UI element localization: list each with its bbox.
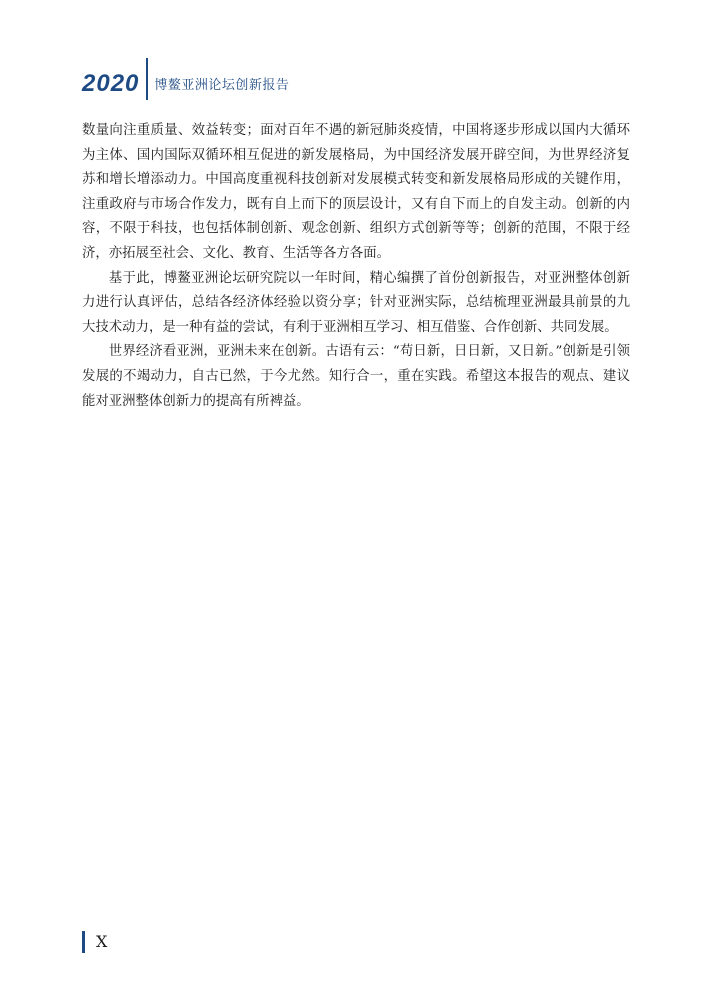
paragraph: 世界经济看亚洲，亚洲未来在创新。古语有云：“苟日新，日日新，又日新。”创新是引领发展的不竭动力，自古已然，于今尤然。知行合一，重在实践。希望这本报告的观点、建议能对亚洲整体创新力的提高有所裨益。: [82, 344, 630, 409]
report-title: 博鳌亚洲论坛创新报告: [154, 78, 290, 93]
footer-bar: [82, 931, 85, 953]
page-footer: [82, 931, 107, 953]
page-header: [82, 58, 289, 102]
paragraph: 基于此，博鳌亚洲论坛研究院以一年时间，精心编撰了首份创新报告，对亚洲整体创新力进行认真评估，总结各经济体经验以资分享；针对亚洲实际，总结梳理亚洲最具前景的九大技术动力，是一种有益的尝试，有利于亚洲相互学习、相互借鉴、合作创新、共同发展。: [82, 270, 630, 335]
report-year: 2020: [82, 70, 140, 97]
paragraph-continued: 数量向注重质量、效益转变；面对百年不遇的新冠肺炎疫情，中国将逐步形成以国内大循环为主体、国内国际双循环相互促进的新发展格局，为中国经济发展开辟空间，为世界经济复苏和增长增添动力。中国高度重视科技创新对发展模式转变和新发展格局形成的关键作用，注重政府与市场合作发力，既有自上而下的顶层设计，又有自下而上的自发主动。创新的内容，不限于科技，也包括体制创新、观念创新、组织方式创新等等；创新的范围，不限于经济，亦拓展至社会、文化、教育、生活等各方各面。: [82, 123, 630, 261]
header-divider: [146, 58, 148, 100]
body-text: [82, 119, 630, 414]
page-number: X: [96, 932, 108, 951]
